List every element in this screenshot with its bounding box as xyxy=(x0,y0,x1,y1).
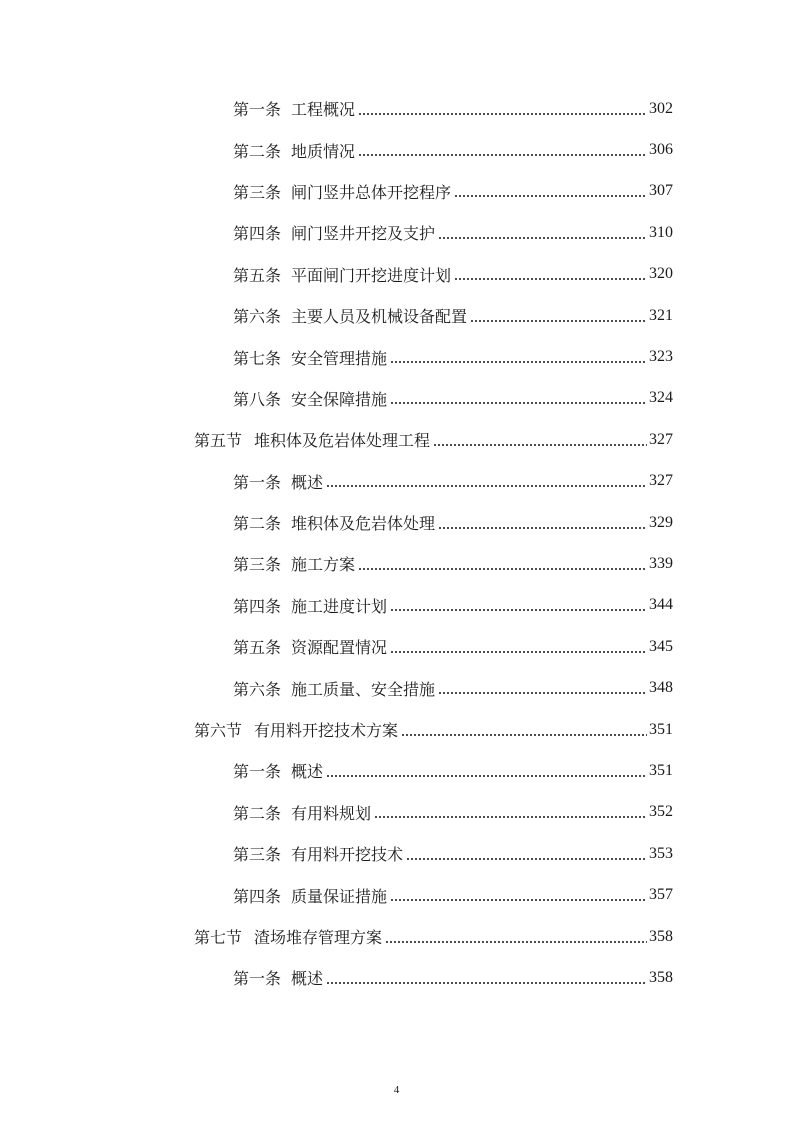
toc-entry-title: 质量保证措施 xyxy=(291,886,388,906)
toc-entry-page: 358 xyxy=(649,968,673,986)
toc-entry-page: 321 xyxy=(649,306,673,324)
toc-entry-number: 第六条 xyxy=(233,679,282,699)
toc-article-entry[interactable] xyxy=(0,792,793,833)
toc-entry-title: 地质情况 xyxy=(291,141,356,161)
toc-entry-number: 第二条 xyxy=(233,514,282,534)
toc-article-entry[interactable] xyxy=(0,502,793,543)
toc-entry-title: 安全管理措施 xyxy=(291,348,388,368)
toc-entry-number: 第七条 xyxy=(233,348,282,368)
toc-entry-page: 306 xyxy=(649,141,673,159)
toc-section-entry[interactable] xyxy=(0,916,793,957)
dot-leader xyxy=(454,194,647,198)
toc-entry-title: 堆积体及危岩体处理 xyxy=(291,514,436,534)
toc-article-entry[interactable] xyxy=(0,461,793,502)
toc-entry-page: 345 xyxy=(649,637,673,655)
toc-entry-title: 施工进度计划 xyxy=(291,596,388,616)
toc-article-entry[interactable] xyxy=(0,957,793,998)
dot-leader xyxy=(390,608,647,612)
toc-entry-number: 第七节 xyxy=(194,928,243,947)
dot-leader xyxy=(358,112,647,116)
dot-leader xyxy=(326,981,647,985)
toc-entry-title: 闸门竖井开挖及支护 xyxy=(291,224,436,244)
toc-article-entry[interactable] xyxy=(0,212,793,253)
toc-entry-title: 概述 xyxy=(291,762,324,782)
toc-entry-title: 有用料开挖技术方案 xyxy=(254,721,399,741)
toc-entry-number: 第二条 xyxy=(233,141,282,161)
toc-entry-number: 第一条 xyxy=(233,472,282,492)
toc-entry-number: 第六条 xyxy=(233,307,282,327)
toc-entry-number: 第四条 xyxy=(233,886,282,906)
toc-entry-title: 资源配置情况 xyxy=(291,638,388,658)
toc-entry-page: 307 xyxy=(649,182,673,200)
toc-entry-number: 第三条 xyxy=(233,845,282,865)
toc-article-entry[interactable] xyxy=(0,543,793,584)
toc-entry-number: 第五条 xyxy=(233,638,282,658)
toc-entry-number: 第三条 xyxy=(233,555,282,575)
toc-entry-page: 327 xyxy=(649,430,673,448)
toc-entry-page: 353 xyxy=(649,844,673,862)
toc-entry-number: 第四条 xyxy=(233,224,282,244)
toc-entry-page: 348 xyxy=(649,679,673,697)
toc-entry-number: 第八条 xyxy=(233,389,282,409)
toc-article-entry[interactable] xyxy=(0,378,793,419)
toc-entry-page: 344 xyxy=(649,596,673,614)
dot-leader xyxy=(326,484,647,488)
dot-leader xyxy=(390,898,647,902)
toc-entry-number: 第二条 xyxy=(233,803,282,823)
toc-entry-page: 351 xyxy=(649,720,673,738)
toc-article-entry[interactable] xyxy=(0,129,793,170)
toc-entry-page: 357 xyxy=(649,886,673,904)
toc-entry-title: 有用料规划 xyxy=(291,803,372,823)
toc-entry-page: 323 xyxy=(649,348,673,366)
dot-leader xyxy=(390,650,647,654)
toc-article-entry[interactable] xyxy=(0,295,793,336)
toc-entry-title: 施工质量、安全措施 xyxy=(291,679,436,699)
toc-entry-title: 工程概况 xyxy=(291,100,356,120)
toc-entry-page: 302 xyxy=(649,99,673,117)
toc-entry-title: 概述 xyxy=(291,969,324,989)
dot-leader xyxy=(401,733,647,737)
toc-entry-number: 第一条 xyxy=(233,762,282,782)
toc-entry-number: 第一条 xyxy=(233,100,282,120)
toc-article-entry[interactable] xyxy=(0,171,793,212)
dot-leader xyxy=(470,319,647,323)
toc-entry-title: 闸门竖井总体开挖程序 xyxy=(291,182,452,202)
toc-article-entry[interactable] xyxy=(0,585,793,626)
toc-entry-number: 第五条 xyxy=(233,265,282,285)
toc-entry-page: 310 xyxy=(649,223,673,241)
toc-entry-page: 329 xyxy=(649,513,673,531)
toc-article-entry[interactable] xyxy=(0,833,793,874)
toc-article-entry[interactable] xyxy=(0,667,793,708)
toc-entry-page: 339 xyxy=(649,554,673,572)
toc-entry-title: 堆积体及危岩体处理工程 xyxy=(254,431,431,451)
dot-leader xyxy=(438,526,647,530)
toc-article-entry[interactable] xyxy=(0,88,793,129)
toc-article-entry[interactable] xyxy=(0,336,793,377)
dot-leader xyxy=(438,691,647,695)
toc-article-entry[interactable] xyxy=(0,626,793,667)
dot-leader xyxy=(358,153,647,157)
dot-leader xyxy=(358,567,647,571)
toc-section-entry[interactable] xyxy=(0,709,793,750)
toc-entry-title: 安全保障措施 xyxy=(291,389,388,409)
dot-leader xyxy=(374,815,647,819)
dot-leader xyxy=(454,277,647,281)
toc-entry-title: 有用料开挖技术 xyxy=(291,845,404,865)
toc-entry-title: 平面闸门开挖进度计划 xyxy=(291,265,452,285)
dot-leader xyxy=(406,857,647,861)
toc-entry-page: 358 xyxy=(649,927,673,945)
toc-section-entry[interactable] xyxy=(0,419,793,460)
toc-entry-page: 324 xyxy=(649,389,673,407)
toc-entry-title: 概述 xyxy=(291,472,324,492)
dot-leader xyxy=(326,774,647,778)
toc-entry-number: 第一条 xyxy=(233,969,282,989)
dot-leader xyxy=(438,236,647,240)
dot-leader xyxy=(385,940,647,944)
toc-entry-number: 第三条 xyxy=(233,182,282,202)
toc-entry-page: 320 xyxy=(649,265,673,283)
toc-entry-title: 主要人员及机械设备配置 xyxy=(291,307,468,327)
table-of-contents xyxy=(0,88,793,999)
toc-entry-number: 第四条 xyxy=(233,596,282,616)
toc-entry-title: 施工方案 xyxy=(291,555,356,575)
dot-leader xyxy=(390,360,647,364)
page-number: 4 xyxy=(393,1084,400,1096)
toc-entry-page: 352 xyxy=(649,803,673,821)
toc-article-entry[interactable] xyxy=(0,254,793,295)
toc-entry-page: 351 xyxy=(649,761,673,779)
toc-article-entry[interactable] xyxy=(0,750,793,791)
toc-article-entry[interactable] xyxy=(0,874,793,915)
toc-entry-number: 第五节 xyxy=(194,431,243,451)
dot-leader xyxy=(433,443,647,447)
toc-entry-page: 327 xyxy=(649,472,673,490)
toc-entry-title: 渣场堆存管理方案 xyxy=(254,928,383,947)
dot-leader xyxy=(390,401,647,405)
toc-entry-number: 第六节 xyxy=(194,721,243,741)
